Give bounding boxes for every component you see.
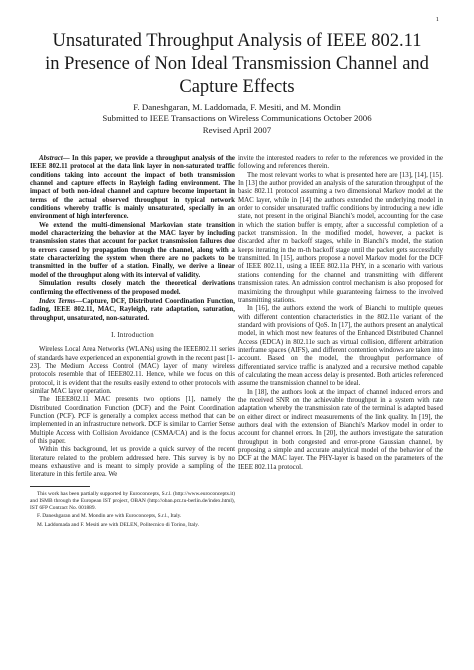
title-line: Capture Effects	[179, 77, 295, 97]
paper-title	[28, 30, 446, 99]
right-column	[238, 155, 443, 472]
body-paragraph: In [18], the authors look at the impact of channel induced errors and the received SNR on the achievable throughput in a system with rate adaptation whereby the transmission rate of the terminal is adapted based on either direct or indirect measurements of the link quality. In [19], the authors deal with the extension of Bianchi's Markov model in order to account for channel errors. In [20], the authors investigate the saturation throughput in both congested and error-prone Gaussian channel, by proposing a simple and accurate analytical model of the behavior of the DCF at the MAC layer. The PHY-layer is based on the parameters of the IEEE 802.11a protocol.	[238, 388, 443, 471]
index-terms	[30, 298, 235, 323]
title-line: Unsaturated Throughput Analysis of IEEE 802.11	[52, 31, 422, 51]
footnotes	[30, 491, 235, 530]
footnote-divider	[30, 486, 90, 487]
body-paragraph: In [16], the authors extend the work of Bianchi to multiple queues with different contention characteristics in the 802.11e variant of the standard with provisions of QoS. In [17], the authors present an analytical model, in which most new features of the Enhanced Distributed Channel Access (EDCA) in 802.11e such as virtual collision, different arbitration interframe spaces (AIFS), and different contention windows are taken into account. Based on the model, the throughput performance of differentiated service traffic is analyzed and a recursive method capable of calculating the mean access delay is presented. Both articles referenced assume the transmission channel to be ideal.	[238, 305, 443, 388]
abstract-paragraph	[30, 155, 235, 222]
title-line: in Presence of Non Ideal Transmission Channel and	[45, 54, 429, 74]
index-terms-text: —Capture, DCF, Distributed Coordination Function, fading, IEEE 802.11, MAC, Rayleigh, rate adaptation, saturation, throughput, unsaturated, non-saturated.	[30, 297, 235, 322]
abstract-paragraph: Simulation results closely match the theoretical derivations confirming the effectiveness of the proposed model.	[30, 280, 235, 296]
page-number: 1	[435, 16, 439, 23]
footnote: This work has been partially supported by Euroconcepts, S.r.l. (http://www.euroconcepts.it) and ISMB through the European IST project, OBAN (http://oban.prz.tu-berlin.de/index.html), IST 6FP Contract No. 001889.	[30, 490, 235, 511]
body-paragraph: Within this background, let us provide a quick survey of the recent literature related to the problem addressed here. This survey is by no means exhaustive and is meant to simply provide a sampling of the literature in this fertile area. We	[30, 446, 235, 479]
author-names: F. Daneshgaran, M. Laddomada, F. Mesiti, and M. Mondin	[133, 102, 341, 112]
submission-note: Submitted to IEEE Transactions on Wireless Communications October 2006	[102, 113, 372, 124]
footnote: F. Daneshgaran and M. Mondin are with Euroconcepts, S.r.l., Italy.	[37, 513, 182, 520]
revision-note: Revised April 2007	[202, 124, 272, 135]
body-paragraph: invite the interested readers to refer to the references we provided in the following and references therein.	[238, 155, 443, 171]
abstract-lead: Abstract	[39, 155, 63, 162]
body-paragraph: Wireless Local Area Networks (WLANs) using the IEEE802.11 series of standards have experienced an exponential growth in the recent past [1-23]. The Medium Access Control (MAC) layer of many wireless protocols resemble that of IEEE802.11. Hence, while we focus on this protocol, it is evident that the results easily extend to other protocols with similar MAC layer operation.	[30, 346, 235, 395]
left-column	[30, 155, 235, 531]
footnote: M. Laddomada and F. Mesiti are with DELEN, Politecnico di Torino, Italy.	[37, 522, 199, 529]
section-heading: I. Introduction	[111, 331, 154, 339]
body-paragraph: The most relevant works to what is presented here are [13], [14], [15]. In [13] the author provided an analysis of the saturation throughput of the basic 802.11 protocol assuming a two dimensional Markov model at the MAC layer, while in [14] the authors extended the underlying model in order to consider unsaturated traffic conditions by introducing a new idle state, not present in the original Bianchi's model, accounting for the case in which the station buffer is empty, after a successful completion of a packet transmission. In the modified model, however, a packet is discarded after m backoff stages, while in Bianchi's model, the station keeps iterating in the m-th backoff stage until the packet gets successfully transmitted. In [15], authors propose a novel Markov model for the DCF of IEEE 802.11, using a IEEE 802.11a PHY, in a scenario with various stations contending for the channel and transmitting with different transmission rates. An admission control mechanism is also proposed for maximizing the throughput while guaranteeing fairness to the involved transmitting stations.	[238, 171, 443, 304]
abstract-text: — In this paper, we provide a throughput analysis of the IEEE 802.11 protocol at the data link layer in non-saturated traffic conditions taking into account the impact of both transmission channel and capture effects in Rayleigh fading environment. The impact of both non-ideal channel and capture become important in terms of the actual observed throughput in typical network conditions whereby traffic is mainly unsaturated, specially in an environment of high interference.	[30, 155, 235, 221]
abstract-paragraph: We extend the multi-dimensional Markovian state transition model characterizing the behavior at the MAC layer by including transmission states that account for packet transmission failures due to errors caused by propagation through the channel, along with a state characterizing the system when there are no packets to be transmitted in the buffer of a station. Finally, we derive a linear model of the throughput along with its interval of validity.	[30, 221, 235, 279]
index-terms-lead: Index Terms	[39, 297, 76, 305]
author-block	[28, 102, 446, 136]
body-paragraph: The IEEE802.11 MAC presents two options [1], namely the Distributed Coordination Function (DCF) and the Point Coordination Function (PCF). PCF is generally a complex access method that can be implemented in an infrastructure network. DCF is similar to Carrier Sense Multiple Access with Collision Avoidance (CSMA/CA) and is the focus of this paper.	[30, 396, 235, 445]
